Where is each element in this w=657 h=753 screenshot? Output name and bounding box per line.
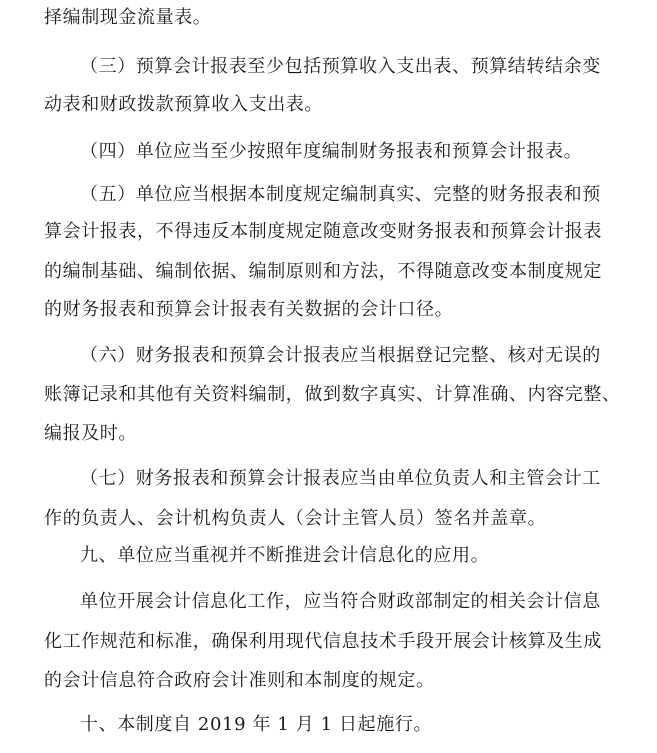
paragraph-first-line: （五）单位应当根据本制度规定编制真实、完整的财务报表和预 <box>80 184 601 205</box>
text-line: 择编制现金流量表。 <box>44 7 212 28</box>
paragraph-first-line: 单位开展会计信息化工作，应当符合财政部制定的相关会计信息 <box>80 591 601 612</box>
section-heading: 九、单位应当重视并不断推进会计信息化的应用。 <box>80 545 490 566</box>
text-line: 的财务报表和预算会计报表有关数据的会计口径。 <box>44 299 454 320</box>
text-line: 编报及时。 <box>44 423 137 444</box>
text-line: 账簿记录和其他有关资料编制，做到数字真实、计算准确、内容完整、 <box>44 384 621 405</box>
text-line: 算会计报表，不得违反本制度规定随意改变财务报表和预算会计报表 <box>44 221 602 242</box>
text-line: 作的负责人、会计机构负责人（会计主管人员）签名并盖章。 <box>44 508 547 529</box>
text-line: 化工作规范和标准，确保利用现代信息技术手段开展会计核算及生成 <box>44 631 602 652</box>
paragraph-first-line: （四）单位应当至少按照年度编制财务报表和预算会计报表。 <box>80 141 583 162</box>
section-heading: 十、本制度自 2019 年 1 月 1 日起施行。 <box>80 714 433 735</box>
paragraph-first-line: （三）预算会计报表至少包括预算收入支出表、预算结转结余变 <box>80 56 601 77</box>
text-line: 的会计信息符合政府会计准则和本制度的规定。 <box>44 670 435 691</box>
text-line: 的编制基础、编制依据、编制原则和方法，不得随意改变本制度规定 <box>44 261 602 282</box>
text-line: 动表和财政拨款预算收入支出表。 <box>44 94 323 115</box>
paragraph-first-line: （六）财务报表和预算会计报表应当根据登记完整、核对无误的 <box>80 345 601 366</box>
paragraph-first-line: （七）财务报表和预算会计报表应当由单位负责人和主管会计工 <box>80 468 601 489</box>
